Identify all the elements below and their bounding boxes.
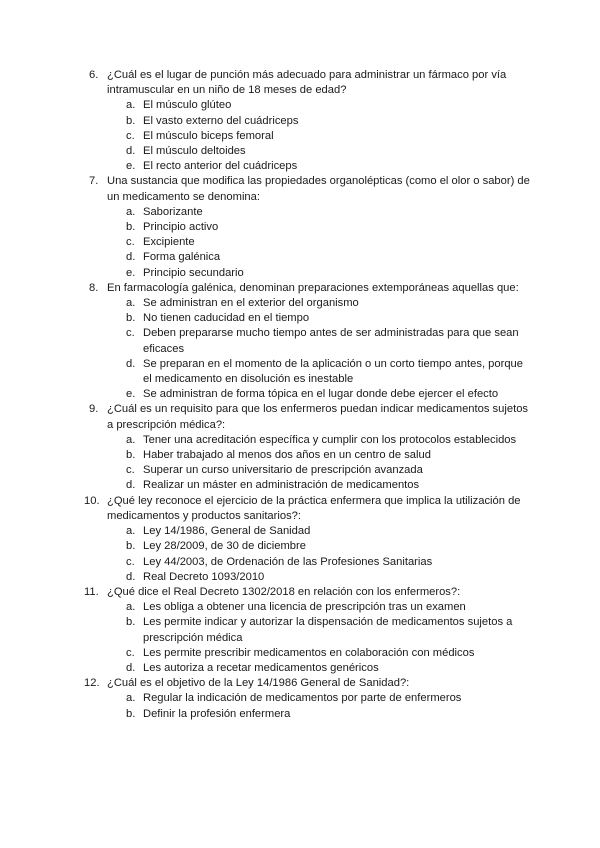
option-text: Ley 28/2009, de 30 de diciembre — [143, 540, 306, 553]
answer-option — [107, 463, 530, 478]
option-letter: d. — [126, 145, 136, 158]
answer-options — [107, 98, 530, 174]
option-text: Se administran de forma tópica en el lugar donde debe ejercer el efecto — [143, 388, 499, 401]
option-letter: a. — [126, 525, 136, 538]
option-letter: b. — [126, 312, 136, 325]
question-text: ¿Cuál es el lugar de punción más adecuado para administrar un fármaco por vía intramuscular en un niño de 18 meses de edad? — [107, 69, 507, 97]
option-text: Principio secundario — [143, 266, 244, 279]
option-text: Ley 14/1986, General de Sanidad — [143, 525, 311, 538]
answer-option — [107, 114, 530, 129]
answer-option — [107, 539, 530, 554]
option-text: El recto anterior del cuádriceps — [143, 160, 298, 173]
question-item — [0, 585, 600, 676]
question-number: 9. — [89, 403, 99, 416]
option-text: El vasto externo del cuádriceps — [143, 114, 299, 127]
question-number: 7. — [89, 175, 99, 188]
question-item — [0, 174, 600, 280]
option-text: El músculo glúteo — [143, 99, 232, 112]
option-letter: c. — [126, 464, 135, 477]
option-text: Regular la indicación de medicamentos por parte de enfermeros — [143, 692, 462, 705]
question-text: Una sustancia que modifica las propiedades organolépticas (como el olor o sabor) de un medicamento se denomina: — [107, 175, 530, 203]
answer-option — [107, 387, 530, 402]
question-item — [0, 676, 600, 722]
option-letter: b. — [126, 221, 136, 234]
option-text: Principio activo — [143, 221, 219, 234]
option-text: Excipiente — [143, 236, 195, 249]
answer-option — [107, 205, 530, 220]
option-text: El músculo biceps femoral — [143, 129, 274, 142]
answer-option — [107, 478, 530, 493]
answer-option — [107, 448, 530, 463]
question-number: 6. — [89, 69, 99, 81]
option-text: El músculo deltoides — [143, 145, 246, 158]
option-text: Superar un curso universitario de prescripción avanzada — [143, 464, 423, 477]
answer-options — [107, 296, 530, 402]
option-text: Les permite prescribir medicamentos en colaboración con médicos — [143, 646, 475, 659]
answer-option — [107, 707, 530, 722]
answer-option — [107, 646, 530, 661]
question-item — [0, 402, 600, 493]
option-letter: d. — [126, 479, 136, 492]
question-text: ¿Qué dice el Real Decreto 1302/2018 en relación con los enfermeros?: — [107, 585, 461, 598]
option-letter: a. — [126, 99, 136, 112]
option-letter: e. — [126, 160, 136, 173]
question-list — [0, 68, 600, 722]
option-letter: b. — [126, 540, 136, 553]
option-letter: d. — [126, 661, 136, 674]
option-letter: d. — [126, 357, 136, 370]
option-letter: c. — [126, 236, 135, 249]
answer-option — [107, 220, 530, 235]
question-number: 8. — [89, 281, 99, 294]
option-letter: d. — [126, 570, 136, 583]
option-letter: a. — [126, 692, 136, 705]
option-text: Se preparan en el momento de la aplicación o un corto tiempo antes, porque el medicamento en disolución es inestable — [143, 357, 523, 386]
answer-options — [107, 691, 530, 721]
question-item — [0, 494, 600, 585]
question-text: ¿Qué ley reconoce el ejercicio de la práctica enfermera que implica la utilización de medicamentos y productos sanitarios?: — [107, 494, 521, 522]
option-letter: d. — [126, 251, 136, 264]
option-text: Saborizante — [143, 205, 203, 218]
answer-option — [107, 250, 530, 265]
option-letter: c. — [126, 129, 135, 142]
answer-options — [107, 600, 530, 676]
answer-option — [107, 98, 530, 113]
option-letter: b. — [126, 449, 136, 462]
question-item — [0, 281, 600, 403]
answer-option — [107, 235, 530, 250]
option-letter: a. — [126, 297, 136, 310]
option-text: Ley 44/2003, de Ordenación de las Profesiones Sanitarias — [143, 555, 433, 568]
option-letter: e. — [126, 388, 136, 401]
option-letter: b. — [126, 707, 136, 720]
answer-options — [107, 433, 530, 494]
option-letter: c. — [126, 327, 135, 340]
question-text: ¿Cuál es un requisito para que los enfermeros puedan indicar medicamentos sujetos a prescripción médica?: — [107, 403, 529, 431]
option-text: Real Decreto 1093/2010 — [143, 570, 265, 583]
option-text: Forma galénica — [143, 251, 221, 264]
option-letter: a. — [126, 205, 136, 218]
answer-option — [107, 615, 530, 645]
option-text: Tener una acreditación específica y cumplir con los protocolos establecidos — [143, 433, 517, 446]
answer-option — [107, 600, 530, 615]
question-number: 10. — [84, 494, 100, 507]
answer-option — [107, 661, 530, 676]
option-letter: e. — [126, 266, 136, 279]
answer-options — [107, 524, 530, 585]
question-item — [0, 68, 600, 174]
option-letter: b. — [126, 114, 136, 127]
question-text: En farmacología galénica, denominan preparaciones extemporáneas aquellas que: — [107, 281, 519, 294]
answer-option — [107, 296, 530, 311]
answer-option — [107, 433, 530, 448]
option-text: Les autoriza a recetar medicamentos genéricos — [143, 661, 379, 674]
answer-option — [107, 311, 530, 326]
option-letter: c. — [126, 646, 135, 659]
answer-option — [107, 129, 530, 144]
question-number: 12. — [84, 677, 100, 690]
question-number: 11. — [84, 585, 99, 598]
option-letter: c. — [126, 555, 135, 568]
answer-option — [107, 555, 530, 570]
option-text: Les permite indicar y autorizar la dispensación de medicamentos sujetos a prescripción médica — [143, 616, 513, 644]
option-letter: b. — [126, 616, 136, 629]
answer-option — [107, 326, 530, 356]
answer-option — [107, 159, 530, 174]
answer-option — [107, 524, 530, 539]
answer-option — [107, 357, 530, 387]
answer-option — [107, 266, 530, 281]
option-text: Realizar un máster en administración de medicamentos — [143, 479, 420, 492]
option-text: Les obliga a obtener una licencia de prescripción tras un examen — [143, 601, 466, 614]
option-text: No tienen caducidad en el tiempo — [143, 312, 310, 325]
question-text: ¿Cuál es el objetivo de la Ley 14/1986 General de Sanidad?: — [107, 677, 410, 690]
option-text: Se administran en el exterior del organismo — [143, 297, 359, 310]
answer-options — [107, 205, 530, 281]
answer-option — [107, 691, 530, 706]
option-text: Definir la profesión enfermera — [143, 707, 291, 720]
answer-option — [107, 570, 530, 585]
option-letter: a. — [126, 433, 136, 446]
option-letter: a. — [126, 601, 136, 614]
answer-option — [107, 144, 530, 159]
option-text: Deben prepararse mucho tiempo antes de ser administradas para que sean eficaces — [143, 327, 519, 355]
option-text: Haber trabajado al menos dos años en un centro de salud — [143, 449, 431, 462]
